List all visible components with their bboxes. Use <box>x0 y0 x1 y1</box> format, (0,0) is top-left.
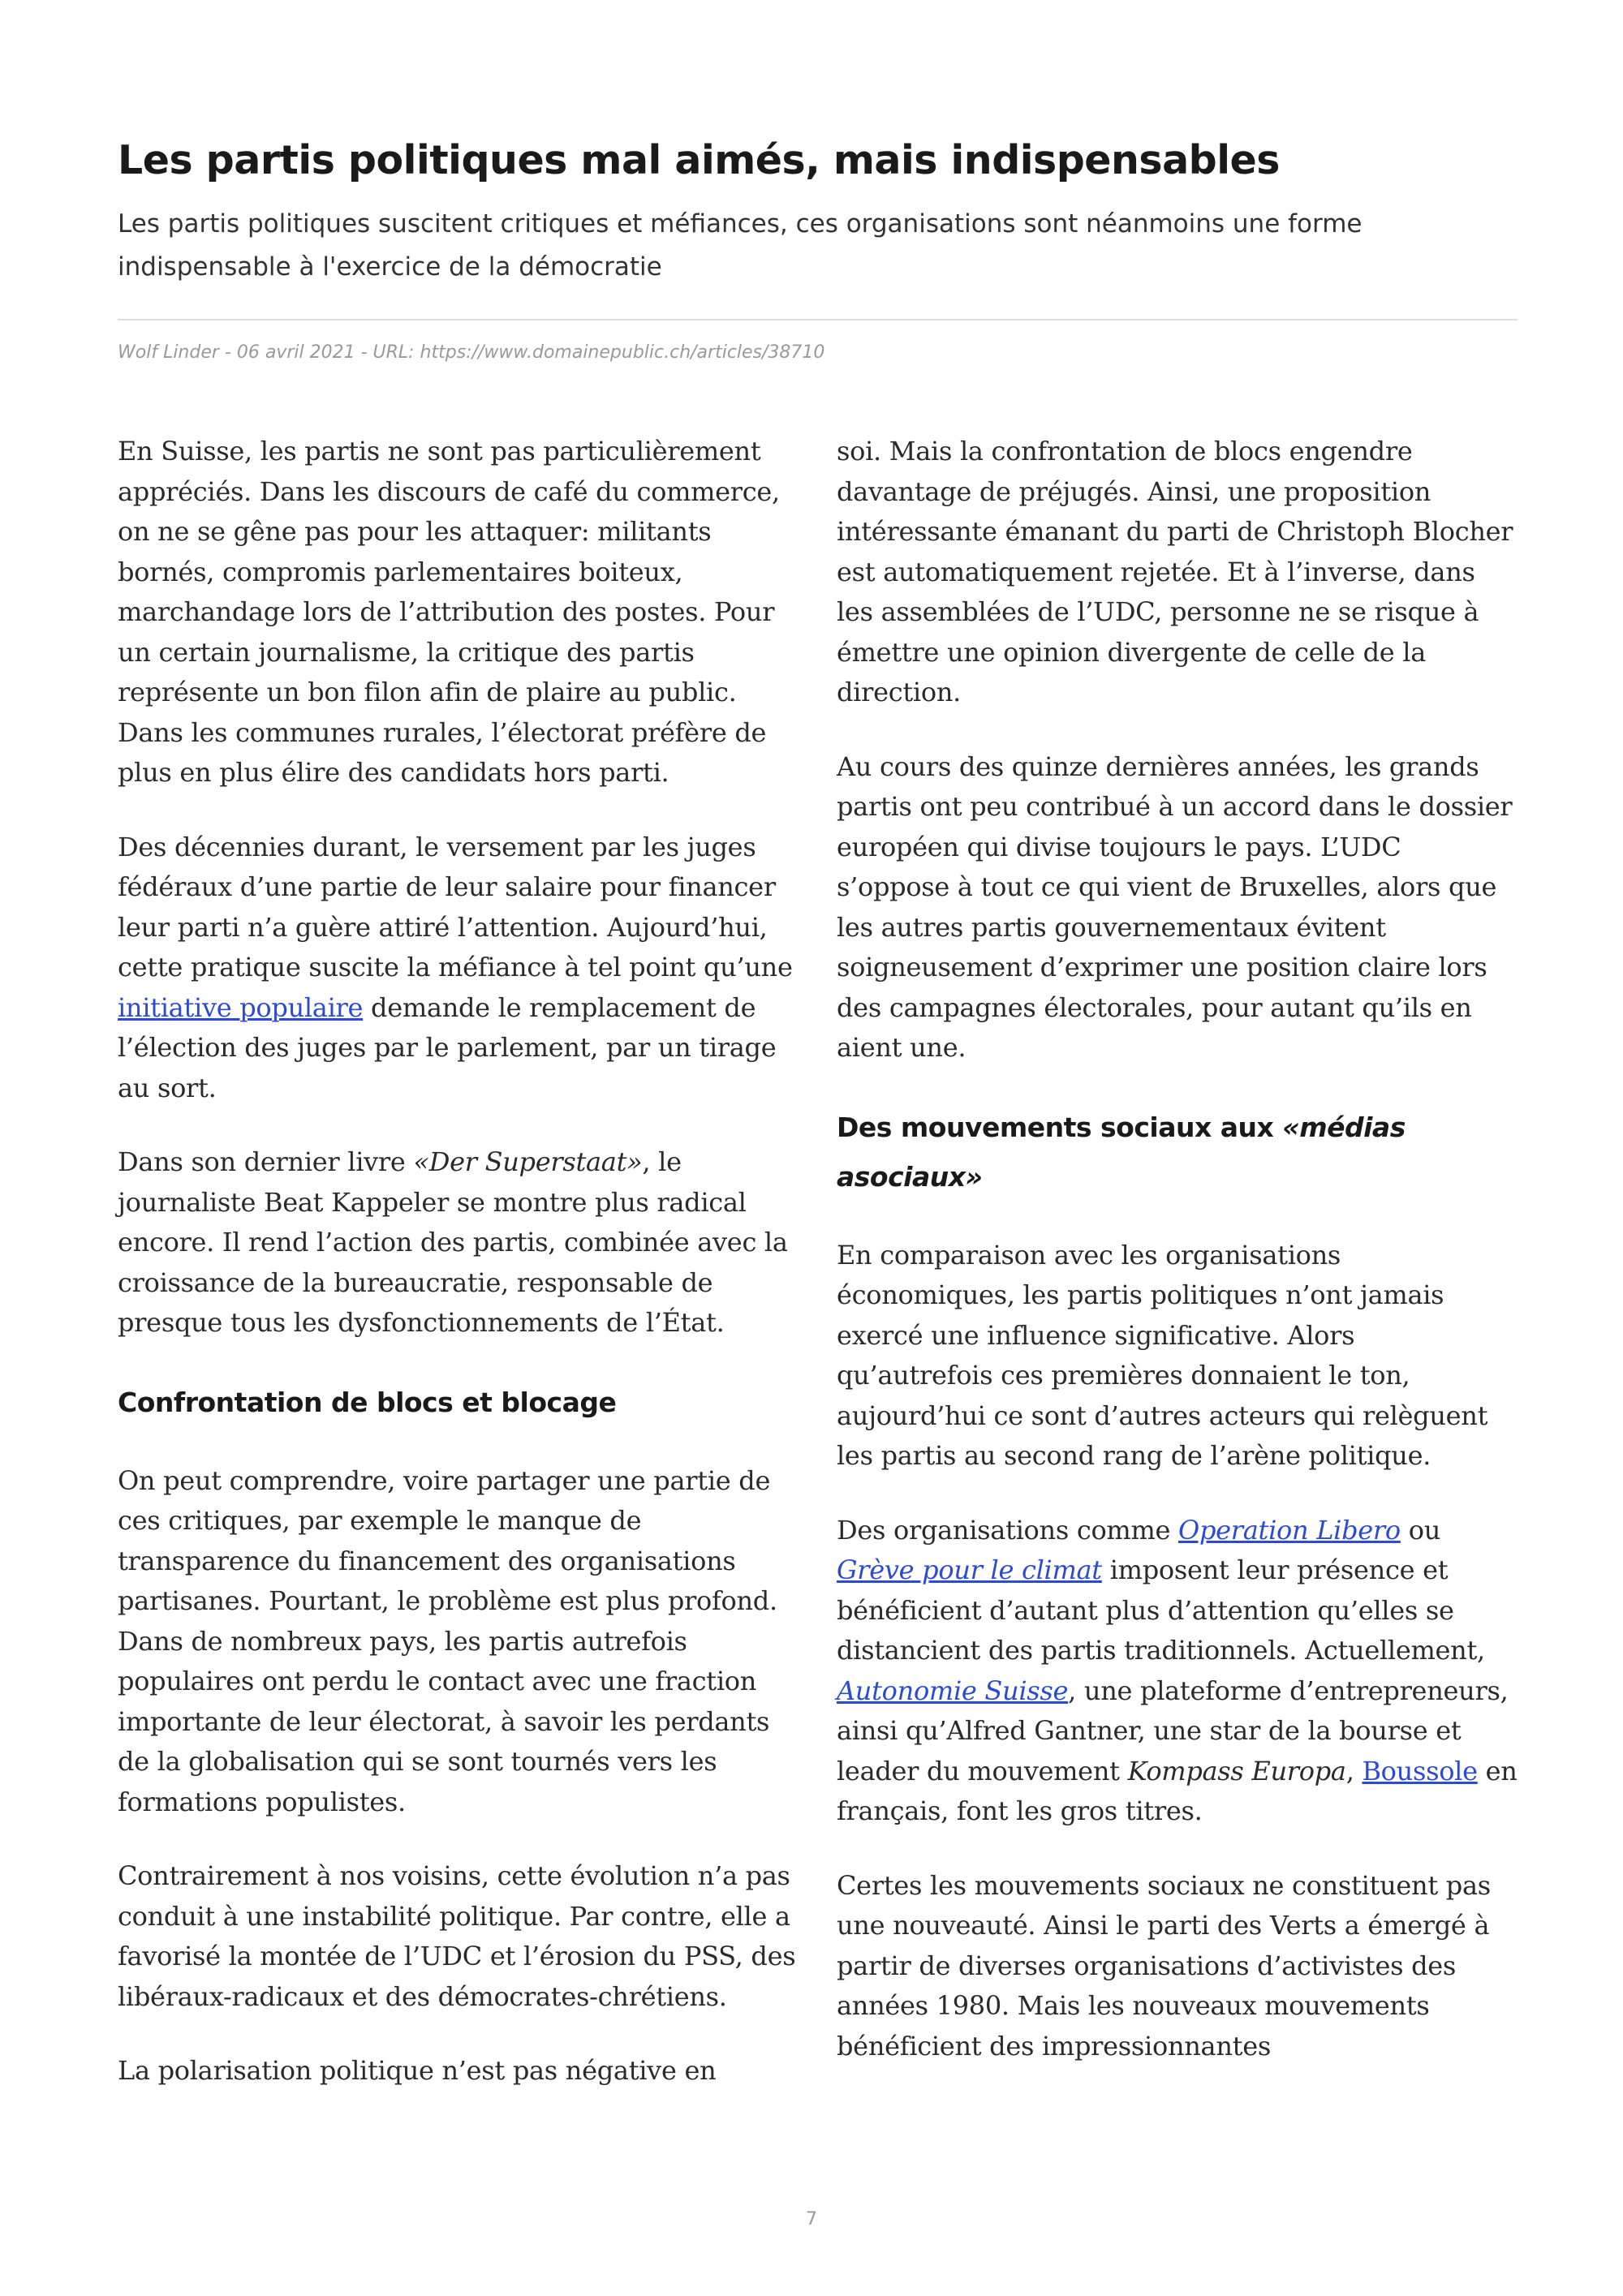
paragraph <box>118 828 799 1109</box>
paragraph: On peut comprendre, voire partager une partie de ces critiques, par exemple le manque de transparence du financement des organisations partisanes. Pourtant, le problème est plus profond. Dans de nombreux pays, les partis autrefois populaires ont perdu le contact avec une fraction importante de leur électorat, à savoir les perdants de la globalisation qui se sont tournés vers les formations populistes. <box>118 1464 777 1817</box>
link-autonomie-suisse[interactable] <box>837 1675 1068 1706</box>
right-column <box>837 432 1518 2100</box>
article-meta: Wolf Linder - 06 avril 2021 - URL: https://www.domainepublic.ch/articles/38710 <box>118 342 825 363</box>
text-run: Des organisations comme <box>837 1514 1179 1546</box>
section-heading <box>837 1103 1518 1202</box>
text-run: , <box>1345 1755 1363 1786</box>
link-text[interactable]: Operation Libero <box>1178 1514 1401 1546</box>
text-run: Des mouvements sociaux aux <box>837 1111 1283 1143</box>
link-operation-libero[interactable] <box>1178 1515 1401 1546</box>
link-text[interactable]: Grève pour le climat <box>837 1554 1102 1585</box>
left-column <box>118 432 799 2126</box>
article-header <box>118 130 1518 289</box>
link-boussole[interactable]: Boussole <box>1362 1755 1478 1786</box>
paragraph: soi. Mais la confrontation de blocs engendre davantage de préjugés. Ainsi, une proposition intéressante émanant du parti de Christoph Blocher est automatiquement rejetée. Et à l’inverse, dans les assemblées de l’UDC, personne ne se risque à émettre une opinion divergente de celle de la direction. <box>837 436 1513 707</box>
paragraph: La polarisation politique n’est pas négative en <box>118 2055 717 2086</box>
text-run: imposent leur présence et bénéficient d’autant plus d’attention qu’elles se distancient des partis traditionnels. Actuellement, <box>837 1554 1485 1666</box>
text-run: , une plateforme d’entrepreneurs, ainsi qu’Alfred Gantner, une star de la bourse et leader du mouvement <box>837 1675 1509 1786</box>
link-initiative-populaire[interactable]: initiative populaire <box>118 991 364 1023</box>
text-run: demande le remplacement de l’élection des juges par le parlement, par un tirage au sort. <box>118 991 777 1103</box>
text-run: Dans son dernier livre <box>118 1146 414 1177</box>
article-subtitle: Les partis politiques suscitent critiques et méfiances, ces organisations sont néanmoins une forme indispensable à l'exercice de la démocratie <box>118 209 1363 282</box>
paragraph <box>118 1142 799 1344</box>
text-run: , le journaliste Beat Kappeler se montre plus radical encore. Il rend l’action des partis, combinée avec la croissance de la bureaucratie, responsable de presque tous les dysfonctionnements de l’État. <box>118 1146 788 1338</box>
movement-name: Kompass Europa <box>1127 1755 1346 1786</box>
paragraph: En comparaison avec les organisations économiques, les partis politiques n’ont jamais exercé une influence significative. Alors qu’autrefois ces premières donnaient le ton, aujourd’hui ce sont d’autres acteurs qui relèguent les partis au second rang de l’arène politique. <box>837 1239 1488 1471</box>
link-greve-pour-le-climat[interactable] <box>837 1554 1102 1585</box>
paragraph <box>837 1511 1518 1832</box>
link-text[interactable]: Autonomie Suisse <box>837 1675 1069 1706</box>
paragraph: Contrairement à nos voisins, cette évolution n’a pas conduit à une instabilité politique. Par contre, elle a favorisé la montée de l’UDC et l’érosion du PSS, des libéraux-radicaux et des démocrates-chrétiens. <box>118 1860 796 2012</box>
book-title: «Der Superstaat» <box>413 1146 643 1177</box>
article-title: Les partis politiques mal aimés, mais indispensables <box>118 137 1280 183</box>
paragraph: Au cours des quinze dernières années, les grands partis ont peu contribué à un accord dans le dossier européen qui divise toujours le pays. L’UDC s’oppose à tout ce qui vient de Bruxelles, alors que les autres partis gouvernementaux évitent soigneusement d’exprimer une position claire lors des campagnes électorales, pour autant qu’ils en aient une. <box>837 750 1513 1063</box>
section-heading: Confrontation de blocs et blocage <box>118 1386 617 1418</box>
text-run: en français, font les gros titres. <box>837 1755 1518 1826</box>
text-run: ou <box>1400 1514 1441 1546</box>
header-divider <box>118 319 1518 320</box>
paragraph: Certes les mouvements sociaux ne constituent pas une nouveauté. Ainsi le parti des Verts a émergé à partir de diverses organisations d’activistes des années 1980. Mais les nouveaux mouvements bénéficient des impressionnantes <box>837 1869 1491 2062</box>
text-run: Des décennies durant, le versement par les juges fédéraux d’une partie de leur salaire pour financer leur parti n’a guère attiré l’attention. Aujourd’hui, cette pratique suscite la méfiance à tel point qu’une <box>118 831 793 982</box>
text-run: «médias asociaux» <box>837 1111 1406 1193</box>
page-number: 7 <box>806 2209 817 2229</box>
paragraph: En Suisse, les partis ne sont pas particulièrement appréciés. Dans les discours de café du commerce, on ne se gêne pas pour les attaquer: militants bornés, compromis parlementaires boiteux, marchandage lors de l’attribution des postes. Pour un certain journalisme, la critique des partis représente un bon filon afin de plaire au public. Dans les communes rurales, l’électorat préfère de plus en plus élire des candidats hors parti. <box>118 436 780 788</box>
